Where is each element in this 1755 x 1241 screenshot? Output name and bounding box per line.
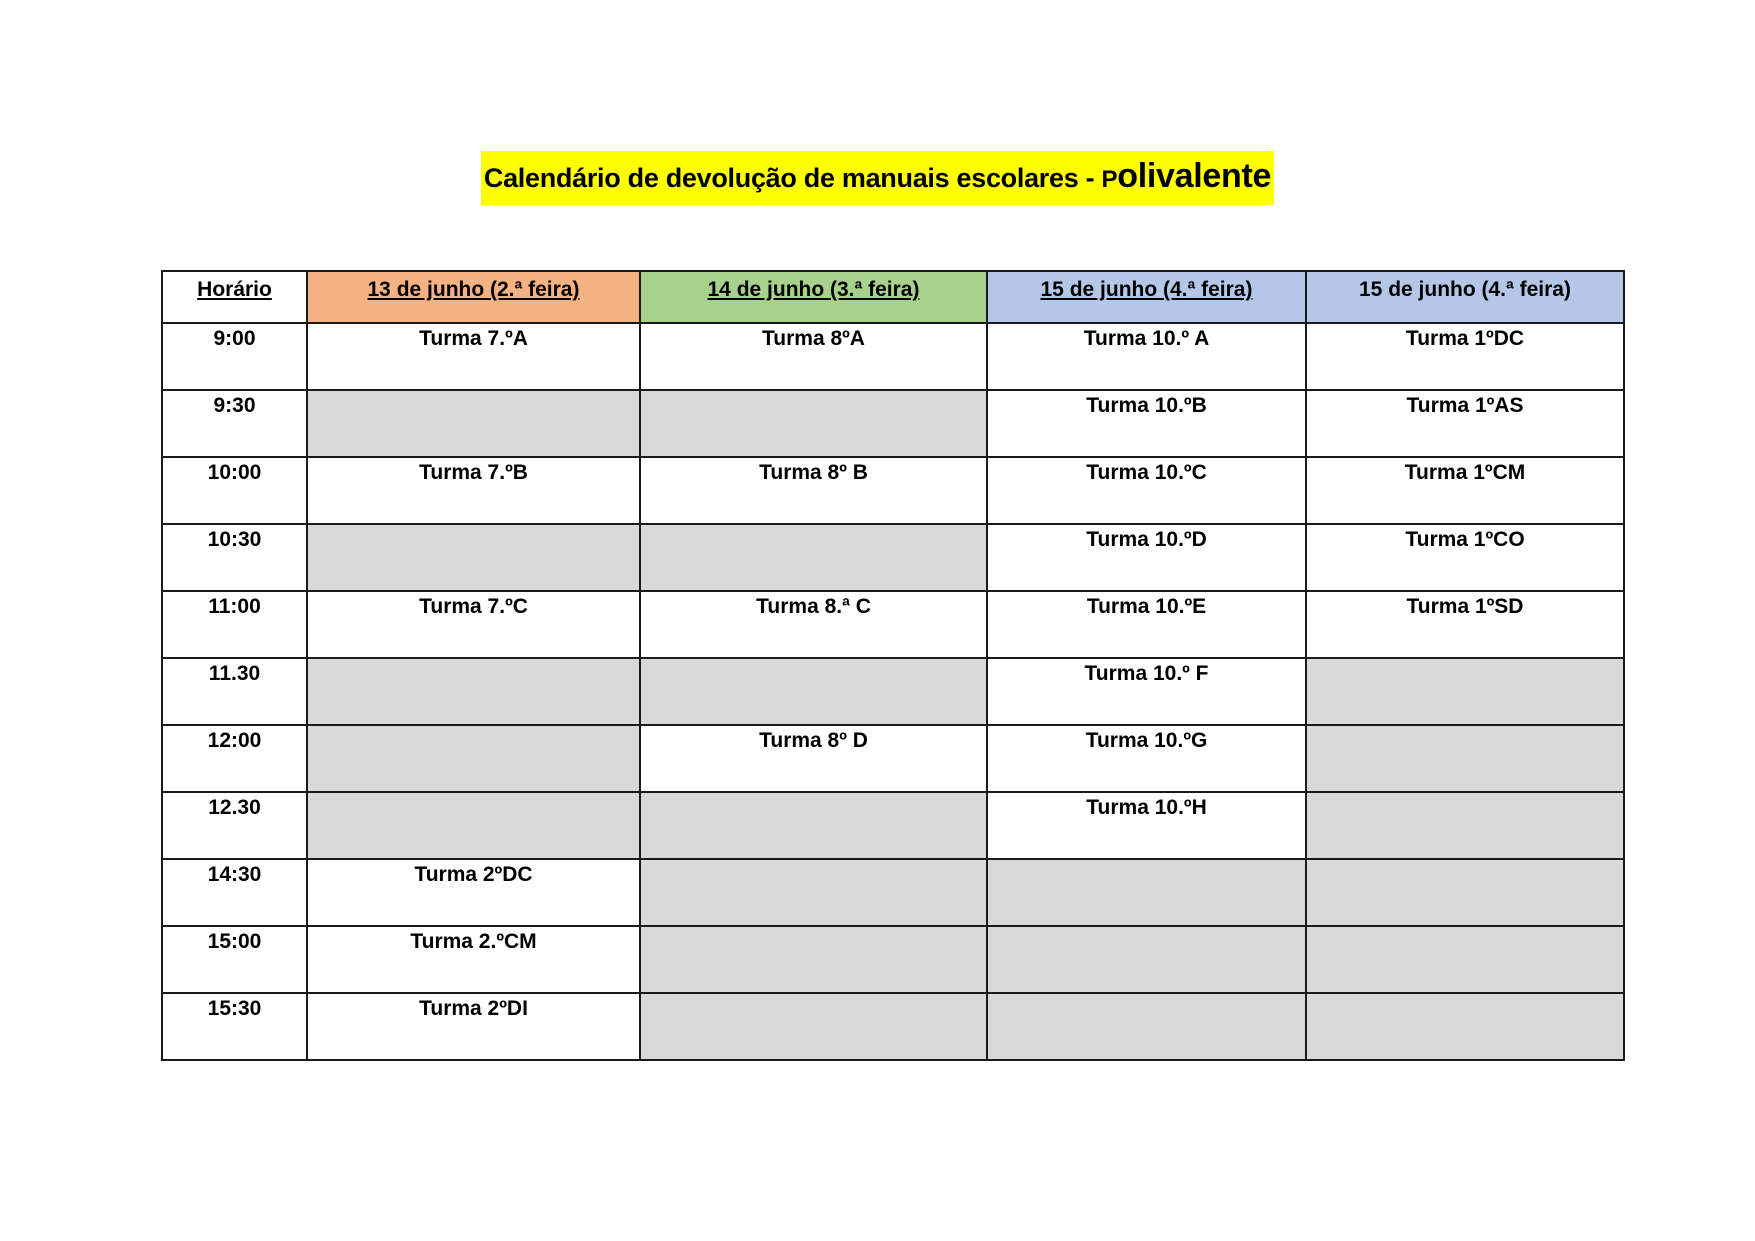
time-cell: 9:00 — [162, 323, 307, 390]
slot-cell: Turma 10.ºG — [987, 725, 1306, 792]
time-cell: 11.30 — [162, 658, 307, 725]
time-cell: 11:00 — [162, 591, 307, 658]
header-time — [162, 271, 307, 323]
slot-cell: Turma 1ºSD — [1306, 591, 1624, 658]
empty-cell — [307, 792, 640, 859]
header-day-2-label: 14 de junho (3.ª feira) — [707, 278, 920, 301]
header-day-1-label: 13 de junho (2.ª feira) — [367, 278, 580, 301]
empty-cell — [307, 658, 640, 725]
slot-cell: Turma 7.ºC — [307, 591, 640, 658]
slot-cell: Turma 10.ºB — [987, 390, 1306, 457]
header-day-4-label: 15 de junho (4.ª feira) — [1359, 278, 1571, 301]
empty-cell — [640, 524, 987, 591]
empty-cell — [640, 792, 987, 859]
title-p: P — [1101, 166, 1118, 193]
empty-cell — [307, 524, 640, 591]
slot-cell: Turma 7.ºB — [307, 457, 640, 524]
empty-cell — [640, 993, 987, 1060]
header-day-3 — [987, 271, 1306, 323]
time-cell: 14:30 — [162, 859, 307, 926]
title-wrap — [0, 151, 1755, 205]
header-day-3-label: 15 de junho (4.ª feira) — [1040, 278, 1253, 301]
time-cell: 15:00 — [162, 926, 307, 993]
table-row — [162, 725, 1624, 792]
slot-cell: Turma 2ºDI — [307, 993, 640, 1060]
slot-cell: Turma 7.ºA — [307, 323, 640, 390]
empty-cell — [640, 390, 987, 457]
empty-cell — [1306, 658, 1624, 725]
time-cell: 12:00 — [162, 725, 307, 792]
empty-cell — [640, 859, 987, 926]
schedule-table — [161, 270, 1625, 1061]
slot-cell: Turma 8º B — [640, 457, 987, 524]
table-row — [162, 457, 1624, 524]
time-cell: 9:30 — [162, 390, 307, 457]
slot-cell: Turma 8.ª C — [640, 591, 987, 658]
slot-cell: Turma 10.ºC — [987, 457, 1306, 524]
time-cell: 10:00 — [162, 457, 307, 524]
slot-cell: Turma 10.ºH — [987, 792, 1306, 859]
empty-cell — [307, 390, 640, 457]
table-row — [162, 524, 1624, 591]
table-row — [162, 591, 1624, 658]
empty-cell — [1306, 859, 1624, 926]
table-row — [162, 926, 1624, 993]
table-row — [162, 323, 1624, 390]
empty-cell — [640, 658, 987, 725]
slot-cell: Turma 2.ºCM — [307, 926, 640, 993]
empty-cell — [307, 725, 640, 792]
title-rest: olivalente — [1117, 157, 1272, 195]
empty-cell — [987, 926, 1306, 993]
time-cell: 10:30 — [162, 524, 307, 591]
slot-cell: Turma 10.ºD — [987, 524, 1306, 591]
slot-cell: Turma 2ºDC — [307, 859, 640, 926]
page-title — [481, 151, 1274, 205]
empty-cell — [1306, 926, 1624, 993]
time-cell: 12.30 — [162, 792, 307, 859]
table-row — [162, 993, 1624, 1060]
slot-cell: Turma 1ºCM — [1306, 457, 1624, 524]
slot-cell: Turma 10.º A — [987, 323, 1306, 390]
slot-cell: Turma 1ºDC — [1306, 323, 1624, 390]
slot-cell: Turma 8ºA — [640, 323, 987, 390]
time-cell: 15:30 — [162, 993, 307, 1060]
slot-cell: Turma 10.º F — [987, 658, 1306, 725]
empty-cell — [640, 926, 987, 993]
header-time-label: Horário — [197, 278, 272, 301]
table-row — [162, 658, 1624, 725]
empty-cell — [987, 993, 1306, 1060]
header-day-4 — [1306, 271, 1624, 323]
empty-cell — [987, 859, 1306, 926]
header-day-1 — [307, 271, 640, 323]
empty-cell — [1306, 993, 1624, 1060]
table-row — [162, 792, 1624, 859]
empty-cell — [1306, 792, 1624, 859]
title-main: Calendário de devolução de manuais escolares - — [483, 163, 1102, 193]
header-row — [162, 271, 1624, 323]
slot-cell: Turma 1ºAS — [1306, 390, 1624, 457]
empty-cell — [1306, 725, 1624, 792]
table-row — [162, 390, 1624, 457]
slot-cell: Turma 10.ºE — [987, 591, 1306, 658]
header-day-2 — [640, 271, 987, 323]
slot-cell: Turma 1ºCO — [1306, 524, 1624, 591]
table-row — [162, 859, 1624, 926]
slot-cell: Turma 8º D — [640, 725, 987, 792]
